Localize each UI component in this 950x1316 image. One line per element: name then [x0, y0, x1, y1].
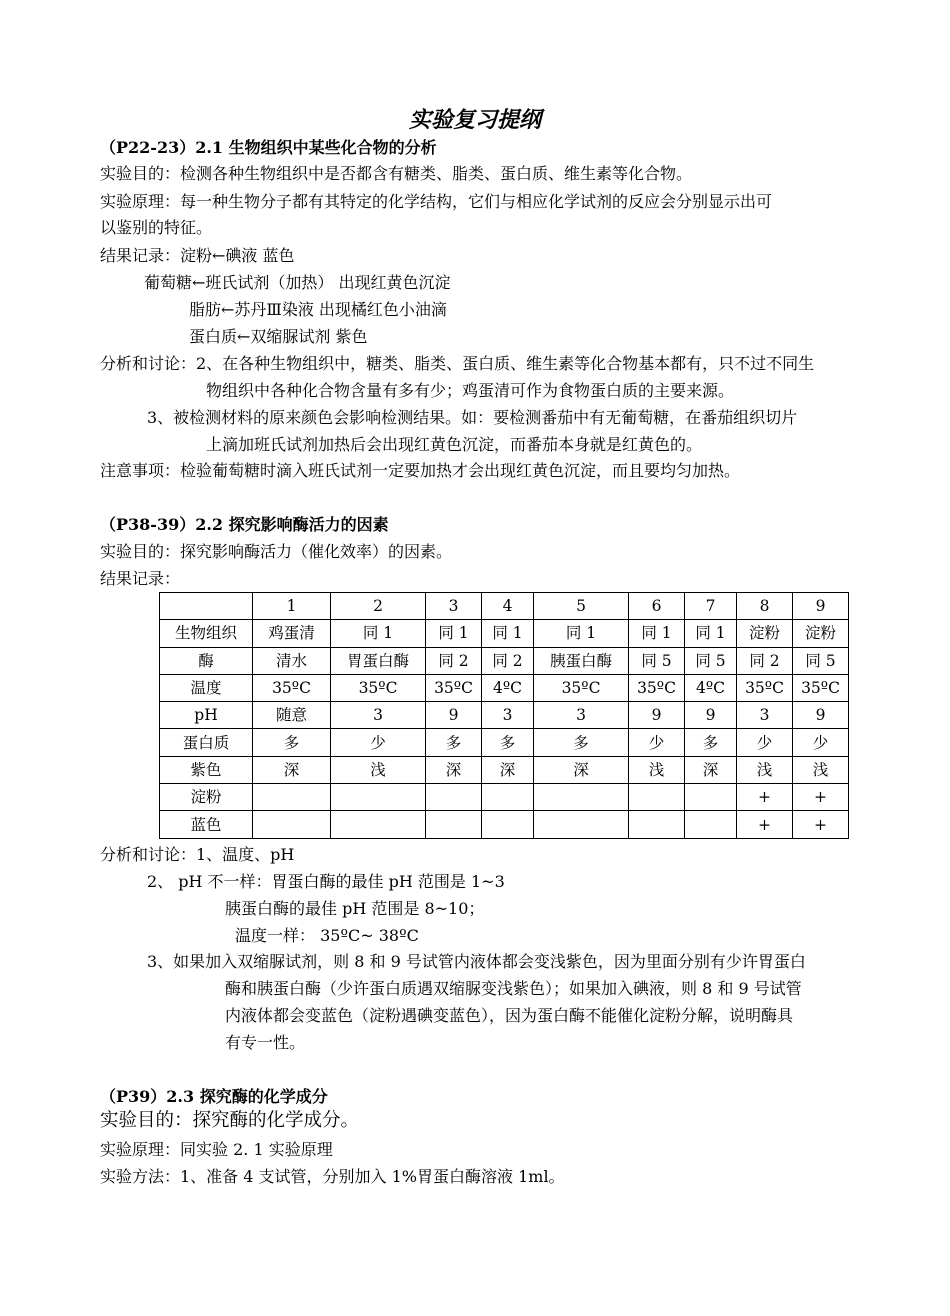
- table-cell: 同 1: [331, 620, 426, 647]
- table-cell: 9: [685, 702, 737, 729]
- table-cell: 同 5: [793, 647, 849, 674]
- table-cell: 胃蛋白酶: [331, 647, 426, 674]
- s2-analysis-2-line-2: 胰蛋白酶的最佳 pH 范围是 8~10；: [225, 899, 485, 918]
- table-cell: [426, 784, 482, 811]
- s2-results-label: 结果记录：: [100, 569, 181, 588]
- table-cell: 1: [253, 593, 331, 620]
- table-cell: 随意: [253, 702, 331, 729]
- table-cell: 同 1: [685, 620, 737, 647]
- table-cell: 35ºC: [793, 674, 849, 701]
- table-row: [160, 784, 849, 811]
- table-cell: 温度: [160, 674, 253, 701]
- s2-analysis-3-line-1: 3、如果加入双缩脲试剂，则 8 和 9 号试管内液体都会变浅紫色，因为里面分别有少许胃蛋白: [147, 952, 806, 971]
- s1-analysis-3-line-1: 3、被检测材料的原来颜色会影响检测结果。如：要检测番茄中有无葡萄糖，在番茄组织切片: [147, 408, 798, 427]
- table-cell: 同 1: [482, 620, 534, 647]
- table-cell: 35ºC: [253, 674, 331, 701]
- table-cell: 3: [482, 702, 534, 729]
- table-cell: [253, 811, 331, 838]
- table-cell: [331, 811, 426, 838]
- table-cell: 淀粉: [160, 784, 253, 811]
- table-cell: 少: [331, 729, 426, 756]
- table-cell: 酶: [160, 647, 253, 674]
- table-cell: 9: [793, 702, 849, 729]
- table-cell: pH: [160, 702, 253, 729]
- table-cell: 同 2: [737, 647, 793, 674]
- table-cell: 同 2: [482, 647, 534, 674]
- table-cell: 深: [426, 756, 482, 783]
- table-cell: 8: [737, 593, 793, 620]
- table-cell: 同 1: [629, 620, 685, 647]
- section-2-1-heading: （P22-23）2.1 生物组织中某些化合物的分析: [100, 138, 437, 157]
- table-cell: [685, 811, 737, 838]
- table-cell: 7: [685, 593, 737, 620]
- s2-purpose: 实验目的：探究影响酶活力（催化效率）的因素。: [100, 542, 453, 561]
- s1-analysis-3-line-2: 上滴加班氏试剂加热后会出现红黄色沉淀，而番茄本身就是红黄色的。: [206, 435, 703, 454]
- table-cell: +: [793, 811, 849, 838]
- page-title: 实验复习提纲: [408, 107, 541, 133]
- table-cell: 多: [253, 729, 331, 756]
- table-cell: +: [737, 784, 793, 811]
- table-cell: 深: [685, 756, 737, 783]
- table-cell: +: [737, 811, 793, 838]
- table-cell: 4ºC: [685, 674, 737, 701]
- table-cell: 35ºC: [426, 674, 482, 701]
- table-cell: 淀粉: [737, 620, 793, 647]
- s3-method: 实验方法：1、准备 4 支试管，分别加入 1%胃蛋白酶溶液 1ml。: [100, 1167, 565, 1186]
- table-cell: 深: [253, 756, 331, 783]
- s1-result-protein: 蛋白质←双缩脲试剂 紫色: [189, 327, 368, 346]
- s3-purpose: 实验目的：探究酶的化学成分。: [100, 1110, 360, 1131]
- table-row: [160, 702, 849, 729]
- table-row: [160, 729, 849, 756]
- table-cell: 同 5: [685, 647, 737, 674]
- table-body: [160, 593, 849, 839]
- table-cell: 浅: [331, 756, 426, 783]
- table-cell: 深: [482, 756, 534, 783]
- table-row: [160, 674, 849, 701]
- table-cell: [482, 784, 534, 811]
- table-cell: 同 1: [534, 620, 629, 647]
- s1-analysis-2-line-1: 分析和讨论：2、在各种生物组织中，糖类、脂类、蛋白质、维生素等化合物基本都有，只不过不同生: [100, 354, 815, 373]
- table-cell: 4: [482, 593, 534, 620]
- table-cell: +: [793, 784, 849, 811]
- table-cell: 9: [426, 702, 482, 729]
- enzyme-results-table: [159, 592, 849, 839]
- table-cell: 35ºC: [331, 674, 426, 701]
- table-cell: 蛋白质: [160, 729, 253, 756]
- table-cell: 5: [534, 593, 629, 620]
- table-cell: 鸡蛋清: [253, 620, 331, 647]
- table-cell: [629, 811, 685, 838]
- table-row: [160, 756, 849, 783]
- s1-result-fat: 脂肪←苏丹Ⅲ染液 出现橘红色小油滴: [189, 300, 447, 319]
- table-cell: 3: [534, 702, 629, 729]
- section-2-2-heading: （P38-39）2.2 探究影响酶活力的因素: [100, 515, 389, 534]
- s2-analysis-2-line-3: 温度一样： 35ºC~ 38ºC: [235, 926, 419, 945]
- table-cell: 6: [629, 593, 685, 620]
- table-cell: 浅: [629, 756, 685, 783]
- table-cell: 少: [737, 729, 793, 756]
- table-cell: 胰蛋白酶: [534, 647, 629, 674]
- table-cell: 清水: [253, 647, 331, 674]
- table-cell: 少: [629, 729, 685, 756]
- table-cell: [160, 593, 253, 620]
- s1-result-glucose: 葡萄糖←班氏试剂（加热） 出现红黄色沉淀: [144, 273, 451, 292]
- table-cell: 紫色: [160, 756, 253, 783]
- table-cell: [331, 784, 426, 811]
- s2-analysis-2-line-1: 2、 pH 不一样：胃蛋白酶的最佳 pH 范围是 1~3: [147, 872, 505, 891]
- table-cell: 3: [426, 593, 482, 620]
- s2-analysis-1: 分析和讨论：1、温度、pH: [100, 845, 295, 864]
- s1-result-starch: 结果记录：淀粉←碘液 蓝色: [100, 246, 295, 265]
- table-cell: 4ºC: [482, 674, 534, 701]
- table-cell: [629, 784, 685, 811]
- table-cell: 同 1: [426, 620, 482, 647]
- table-cell: 蓝色: [160, 811, 253, 838]
- table-cell: 浅: [737, 756, 793, 783]
- table-cell: 淀粉: [793, 620, 849, 647]
- section-2-3-heading: （P39）2.3 探究酶的化学成分: [100, 1087, 328, 1106]
- s1-principle-line-2: 以鉴别的特征。: [100, 218, 213, 237]
- s1-purpose: 实验目的：检测各种生物组织中是否都含有糖类、脂类、蛋白质、维生素等化合物。: [100, 164, 693, 183]
- s1-analysis-2-line-2: 物组织中各种化合物含量有多有少；鸡蛋清可作为食物蛋白质的主要来源。: [206, 381, 735, 400]
- table-cell: [685, 784, 737, 811]
- table-cell: [534, 784, 629, 811]
- table-cell: 多: [534, 729, 629, 756]
- table-cell: 同 5: [629, 647, 685, 674]
- table-cell: 3: [737, 702, 793, 729]
- table-row: [160, 620, 849, 647]
- table-cell: 35ºC: [534, 674, 629, 701]
- table-cell: 35ºC: [737, 674, 793, 701]
- s2-analysis-3-line-2: 酶和胰蛋白酶（少许蛋白质遇双缩脲变浅紫色）；如果加入碘液，则 8 和 9 号试管: [225, 979, 802, 998]
- table-cell: 多: [426, 729, 482, 756]
- table-cell: [534, 811, 629, 838]
- table-cell: 9: [629, 702, 685, 729]
- s1-notes: 注意事项：检验葡萄糖时滴入班氏试剂一定要加热才会出现红黄色沉淀，而且要均匀加热。: [100, 461, 741, 480]
- table-cell: 浅: [793, 756, 849, 783]
- table-cell: 同 2: [426, 647, 482, 674]
- table-cell: 多: [685, 729, 737, 756]
- table-row: [160, 811, 849, 838]
- table-cell: 2: [331, 593, 426, 620]
- s2-analysis-3-line-3: 内液体都会变蓝色（淀粉遇碘变蓝色），因为蛋白酶不能催化淀粉分解，说明酶具: [225, 1006, 794, 1025]
- table-cell: [253, 784, 331, 811]
- s2-analysis-3-line-4: 有专一性。: [225, 1033, 306, 1052]
- table-cell: 9: [793, 593, 849, 620]
- table-cell: 少: [793, 729, 849, 756]
- table-row: [160, 647, 849, 674]
- table-cell: 35ºC: [629, 674, 685, 701]
- table-cell: [482, 811, 534, 838]
- table-cell: 深: [534, 756, 629, 783]
- table-cell: 多: [482, 729, 534, 756]
- table-row: [160, 593, 849, 620]
- table-cell: [426, 811, 482, 838]
- table-cell: 3: [331, 702, 426, 729]
- table-cell: 生物组织: [160, 620, 253, 647]
- s3-principle: 实验原理：同实验 2. 1 实验原理: [100, 1140, 333, 1159]
- s1-principle-line-1: 实验原理：每一种生物分子都有其特定的化学结构，它们与相应化学试剂的反应会分别显示出可: [100, 192, 773, 211]
